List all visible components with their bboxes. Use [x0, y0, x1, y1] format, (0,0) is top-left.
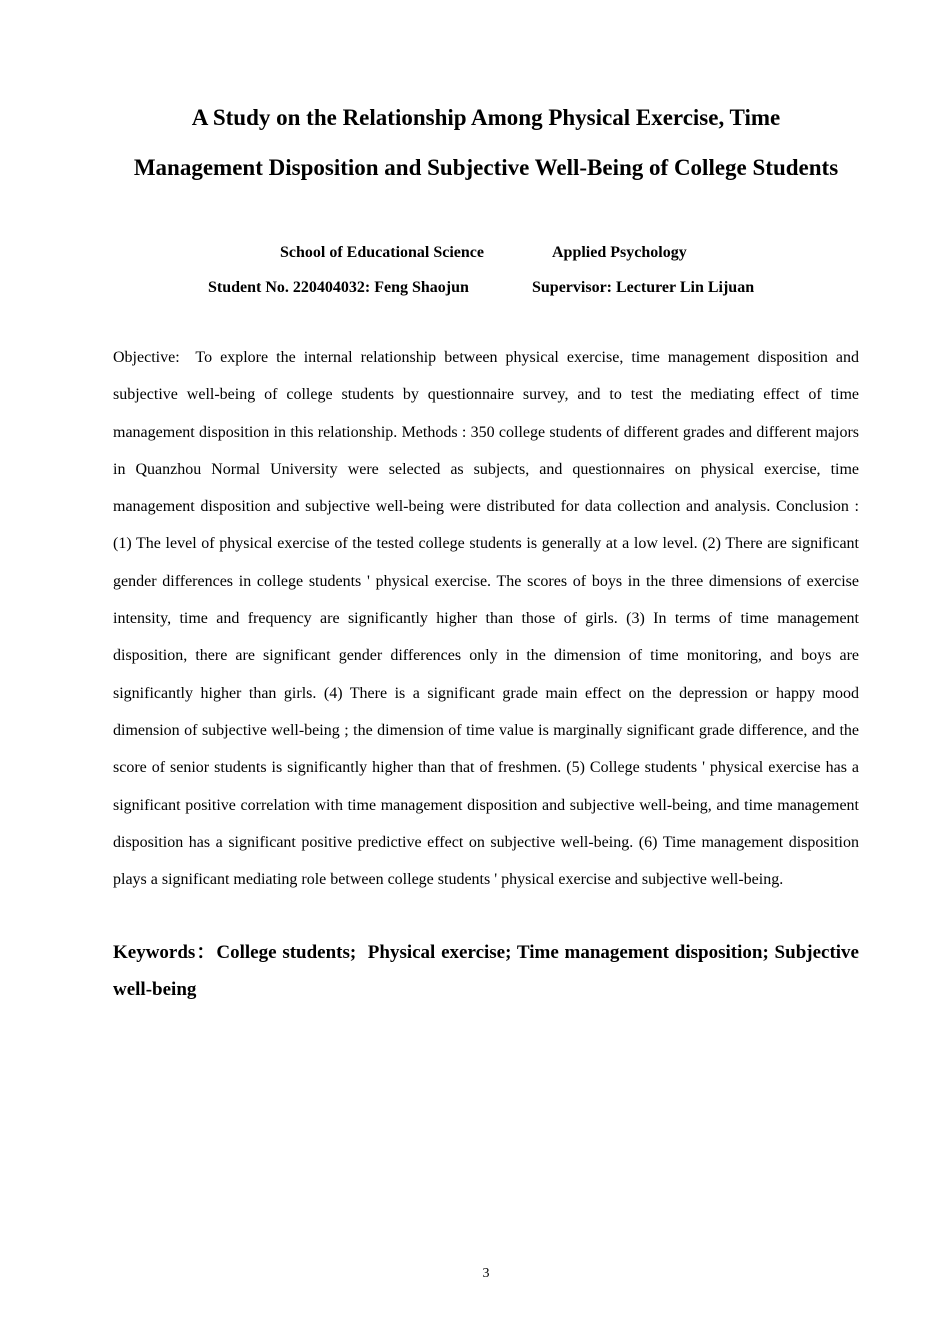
- title-line-2: Management Disposition and Subjective Well-Being of College Students: [133, 155, 839, 180]
- student-info: Student No. 220404032: Feng Shaojun: [208, 279, 469, 296]
- page-number: 3: [482, 1266, 490, 1281]
- title-line-1: A Study on the Relationship Among Physical Exercise, Time: [191, 105, 781, 130]
- keywords-label: Keywords：: [113, 942, 217, 963]
- abstract-text: Objective: To explore the internal relationship between physical exercise, time management disposition and subjective well-being of college students by questionnaire survey, and to test the mediating effect of time management disposition in this relationship. Methods : 350 college students of different grades and different majors in Quanzhou Normal University were selected as subjects, and questionnaires on physical exercise, time management disposition and subjective well-being were distributed for data collection and analysis. Conclusion : (1) The level of physical exercise of the tested college students is generally at a low level. (2) There are significant gender differences in college students ' physical exercise. The scores of boys in the three dimensions of exercise intensity, time and frequency are significantly higher than those of girls. (3) In terms of time management disposition, there are significant gender differences only in the dimension of time monitoring, and boys are significantly higher than girls. (4) There is a significant grade main effect on the depression or happy mood dimension of subjective well-being ; the dimension of time value is marginally significant grade difference, and the score of senior students is significantly higher than that of freshmen. (5) College students ' physical exercise has a significant positive correlation with time management disposition and subjective well-being, and time management disposition has a significant positive predictive effect on subjective well-being. (6) Time management disposition plays a significant mediating role between college students ' physical exercise and subjective well-being.: [113, 349, 859, 889]
- school-name: School of Educational Science: [280, 244, 485, 261]
- keywords-paragraph: [113, 934, 859, 1008]
- keywords-list: College students; Physical exercise; Time management disposition; Subjective well-being: [113, 942, 859, 1000]
- major-name: Applied Psychology: [552, 244, 687, 261]
- supervisor-info: Supervisor: Lecturer Lin Lijuan: [532, 279, 755, 296]
